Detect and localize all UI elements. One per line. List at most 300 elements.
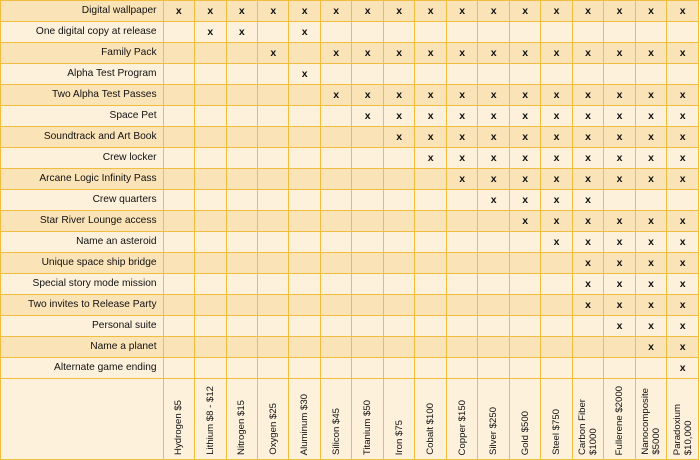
included-mark: x <box>352 1 383 22</box>
empty-cell <box>195 43 226 64</box>
tier-label: Aluminum $30 <box>299 393 311 455</box>
tier-label: Lithium $8 - $12 <box>204 386 216 455</box>
empty-cell <box>195 295 226 316</box>
table-row <box>1 148 699 169</box>
included-mark: x <box>604 316 635 337</box>
included-mark: x <box>667 148 699 169</box>
included-mark: x <box>667 211 699 232</box>
tier-header-cell <box>163 379 194 460</box>
empty-cell <box>509 232 540 253</box>
included-mark: x <box>446 148 477 169</box>
empty-cell <box>163 337 194 358</box>
empty-cell <box>289 232 320 253</box>
empty-cell <box>258 337 289 358</box>
included-mark: x <box>572 148 603 169</box>
included-mark: x <box>635 148 666 169</box>
included-mark: x <box>320 1 351 22</box>
feature-label: Soundtrack and Art Book <box>1 127 164 148</box>
tier-label: Paradoxium $10,000 <box>671 403 694 455</box>
included-mark: x <box>415 127 446 148</box>
empty-cell <box>415 232 446 253</box>
empty-cell <box>383 295 414 316</box>
feature-label: Star River Lounge access <box>1 211 164 232</box>
empty-cell <box>289 316 320 337</box>
included-mark: x <box>415 1 446 22</box>
included-mark: x <box>572 1 603 22</box>
empty-cell <box>383 232 414 253</box>
empty-cell <box>446 190 477 211</box>
empty-cell <box>320 169 351 190</box>
tier-header-cell <box>195 379 226 460</box>
included-mark: x <box>541 190 572 211</box>
empty-cell <box>320 295 351 316</box>
empty-cell <box>226 127 257 148</box>
included-mark: x <box>667 1 699 22</box>
empty-cell <box>258 253 289 274</box>
empty-cell <box>320 316 351 337</box>
included-mark: x <box>572 85 603 106</box>
empty-cell <box>383 64 414 85</box>
empty-cell <box>226 211 257 232</box>
included-mark: x <box>541 127 572 148</box>
empty-cell <box>258 85 289 106</box>
empty-cell <box>320 22 351 43</box>
included-mark: x <box>635 43 666 64</box>
empty-cell <box>572 337 603 358</box>
included-mark: x <box>541 211 572 232</box>
included-mark: x <box>635 232 666 253</box>
included-mark: x <box>509 85 540 106</box>
empty-cell <box>446 337 477 358</box>
empty-cell <box>163 253 194 274</box>
table-row <box>1 211 699 232</box>
empty-cell <box>163 211 194 232</box>
included-mark: x <box>572 43 603 64</box>
empty-cell <box>163 85 194 106</box>
tier-header-cell <box>604 379 635 460</box>
empty-cell <box>258 64 289 85</box>
empty-cell <box>163 190 194 211</box>
empty-cell <box>289 43 320 64</box>
included-mark: x <box>478 148 509 169</box>
table-row <box>1 295 699 316</box>
included-mark: x <box>383 43 414 64</box>
empty-cell <box>163 22 194 43</box>
included-mark: x <box>446 106 477 127</box>
empty-cell <box>383 358 414 379</box>
included-mark: x <box>509 1 540 22</box>
table-row <box>1 127 699 148</box>
empty-cell <box>415 190 446 211</box>
empty-cell <box>320 337 351 358</box>
included-mark: x <box>604 85 635 106</box>
included-mark: x <box>320 43 351 64</box>
empty-cell <box>509 64 540 85</box>
included-mark: x <box>258 1 289 22</box>
included-mark: x <box>604 106 635 127</box>
tier-label: Nanocomposite $5000 <box>640 388 663 455</box>
table-row <box>1 43 699 64</box>
table-row <box>1 358 699 379</box>
included-mark: x <box>509 211 540 232</box>
included-mark: x <box>635 253 666 274</box>
empty-cell <box>667 22 699 43</box>
tier-header-row <box>1 379 699 460</box>
tier-label: Silver $250 <box>488 407 500 455</box>
included-mark: x <box>604 127 635 148</box>
empty-cell <box>509 22 540 43</box>
included-mark: x <box>352 85 383 106</box>
table-row <box>1 1 699 22</box>
empty-cell <box>383 190 414 211</box>
tier-label: Nitrogen $15 <box>236 400 248 455</box>
empty-cell <box>226 190 257 211</box>
empty-cell <box>383 211 414 232</box>
empty-cell <box>163 64 194 85</box>
included-mark: x <box>352 106 383 127</box>
included-mark: x <box>446 85 477 106</box>
included-mark: x <box>478 1 509 22</box>
empty-cell <box>258 148 289 169</box>
included-mark: x <box>635 127 666 148</box>
included-mark: x <box>478 85 509 106</box>
empty-cell <box>163 43 194 64</box>
empty-cell <box>289 85 320 106</box>
empty-cell <box>572 64 603 85</box>
included-mark: x <box>667 106 699 127</box>
empty-cell <box>352 211 383 232</box>
empty-cell <box>478 211 509 232</box>
empty-cell <box>320 127 351 148</box>
header-corner <box>1 379 164 460</box>
empty-cell <box>415 274 446 295</box>
empty-cell <box>572 358 603 379</box>
included-mark: x <box>541 169 572 190</box>
empty-cell <box>635 190 666 211</box>
included-mark: x <box>289 1 320 22</box>
empty-cell <box>258 232 289 253</box>
empty-cell <box>226 316 257 337</box>
included-mark: x <box>572 211 603 232</box>
tier-header-cell <box>572 379 603 460</box>
table-row <box>1 85 699 106</box>
empty-cell <box>195 358 226 379</box>
empty-cell <box>195 211 226 232</box>
included-mark: x <box>572 253 603 274</box>
included-mark: x <box>383 127 414 148</box>
empty-cell <box>446 22 477 43</box>
empty-cell <box>258 358 289 379</box>
included-mark: x <box>446 43 477 64</box>
feature-label: Two Alpha Test Passes <box>1 85 164 106</box>
empty-cell <box>289 337 320 358</box>
included-mark: x <box>195 22 226 43</box>
included-mark: x <box>667 295 699 316</box>
tier-header-cell <box>258 379 289 460</box>
empty-cell <box>415 211 446 232</box>
tier-label: Silicon $45 <box>330 408 342 455</box>
included-mark: x <box>604 148 635 169</box>
empty-cell <box>446 211 477 232</box>
included-mark: x <box>478 106 509 127</box>
table-row <box>1 274 699 295</box>
empty-cell <box>604 337 635 358</box>
included-mark: x <box>635 169 666 190</box>
tier-label: Gold $500 <box>519 410 531 455</box>
empty-cell <box>258 169 289 190</box>
empty-cell <box>320 211 351 232</box>
empty-cell <box>258 274 289 295</box>
included-mark: x <box>163 1 194 22</box>
table-row <box>1 190 699 211</box>
included-mark: x <box>509 169 540 190</box>
empty-cell <box>226 64 257 85</box>
included-mark: x <box>541 43 572 64</box>
feature-label: Alpha Test Program <box>1 64 164 85</box>
empty-cell <box>163 274 194 295</box>
empty-cell <box>163 232 194 253</box>
feature-label: Crew locker <box>1 148 164 169</box>
included-mark: x <box>509 148 540 169</box>
empty-cell <box>635 64 666 85</box>
tier-header-cell <box>226 379 257 460</box>
tier-header-cell <box>383 379 414 460</box>
feature-label: Unique space ship bridge <box>1 253 164 274</box>
included-mark: x <box>383 106 414 127</box>
empty-cell <box>352 316 383 337</box>
feature-label: Arcane Logic Infinity Pass <box>1 169 164 190</box>
tier-label: Steel $750 <box>551 409 563 455</box>
included-mark: x <box>667 232 699 253</box>
empty-cell <box>226 106 257 127</box>
included-mark: x <box>604 211 635 232</box>
feature-label: Special story mode mission <box>1 274 164 295</box>
included-mark: x <box>320 85 351 106</box>
empty-cell <box>226 358 257 379</box>
empty-cell <box>163 358 194 379</box>
included-mark: x <box>604 1 635 22</box>
empty-cell <box>478 64 509 85</box>
empty-cell <box>541 253 572 274</box>
included-mark: x <box>667 43 699 64</box>
empty-cell <box>383 22 414 43</box>
included-mark: x <box>572 232 603 253</box>
empty-cell <box>195 316 226 337</box>
included-mark: x <box>604 169 635 190</box>
empty-cell <box>352 337 383 358</box>
included-mark: x <box>635 316 666 337</box>
empty-cell <box>320 358 351 379</box>
empty-cell <box>415 64 446 85</box>
empty-cell <box>226 253 257 274</box>
empty-cell <box>352 232 383 253</box>
empty-cell <box>509 358 540 379</box>
empty-cell <box>352 253 383 274</box>
empty-cell <box>258 211 289 232</box>
included-mark: x <box>541 232 572 253</box>
included-mark: x <box>667 127 699 148</box>
empty-cell <box>415 337 446 358</box>
empty-cell <box>195 190 226 211</box>
empty-cell <box>258 316 289 337</box>
included-mark: x <box>572 127 603 148</box>
empty-cell <box>415 316 446 337</box>
empty-cell <box>226 274 257 295</box>
empty-cell <box>226 43 257 64</box>
included-mark: x <box>415 85 446 106</box>
included-mark: x <box>572 190 603 211</box>
tier-label: Hydrogen $5 <box>173 400 185 455</box>
included-mark: x <box>604 295 635 316</box>
empty-cell <box>258 106 289 127</box>
empty-cell <box>415 169 446 190</box>
included-mark: x <box>667 274 699 295</box>
empty-cell <box>352 148 383 169</box>
included-mark: x <box>635 106 666 127</box>
empty-cell <box>415 295 446 316</box>
empty-cell <box>258 127 289 148</box>
tier-header-cell <box>289 379 320 460</box>
tier-header-cell <box>509 379 540 460</box>
empty-cell <box>509 295 540 316</box>
table-row <box>1 232 699 253</box>
empty-cell <box>226 232 257 253</box>
empty-cell <box>289 148 320 169</box>
empty-cell <box>352 190 383 211</box>
empty-cell <box>289 211 320 232</box>
empty-cell <box>446 295 477 316</box>
tier-label: Titanium $50 <box>362 399 374 455</box>
tier-header-cell <box>352 379 383 460</box>
included-mark: x <box>509 190 540 211</box>
feature-label: Two invites to Release Party <box>1 295 164 316</box>
included-mark: x <box>226 22 257 43</box>
included-mark: x <box>415 43 446 64</box>
empty-cell <box>604 22 635 43</box>
empty-cell <box>289 106 320 127</box>
empty-cell <box>163 127 194 148</box>
table-row <box>1 316 699 337</box>
empty-cell <box>163 106 194 127</box>
included-mark: x <box>195 1 226 22</box>
table-row <box>1 253 699 274</box>
feature-label: Alternate game ending <box>1 358 164 379</box>
included-mark: x <box>604 43 635 64</box>
empty-cell <box>509 337 540 358</box>
empty-cell <box>289 295 320 316</box>
included-mark: x <box>635 211 666 232</box>
empty-cell <box>541 358 572 379</box>
included-mark: x <box>604 274 635 295</box>
empty-cell <box>226 337 257 358</box>
included-mark: x <box>383 85 414 106</box>
empty-cell <box>509 316 540 337</box>
empty-cell <box>226 148 257 169</box>
empty-cell <box>541 22 572 43</box>
empty-cell <box>604 190 635 211</box>
included-mark: x <box>478 127 509 148</box>
included-mark: x <box>383 1 414 22</box>
empty-cell <box>195 253 226 274</box>
empty-cell <box>163 169 194 190</box>
tier-header-cell <box>320 379 351 460</box>
empty-cell <box>226 169 257 190</box>
included-mark: x <box>509 43 540 64</box>
empty-cell <box>541 295 572 316</box>
feature-label: Digital wallpaper <box>1 1 164 22</box>
empty-cell <box>195 106 226 127</box>
tier-header-cell <box>667 379 699 460</box>
feature-label: One digital copy at release <box>1 22 164 43</box>
empty-cell <box>478 232 509 253</box>
empty-cell <box>446 232 477 253</box>
tier-label: Cobalt $100 <box>425 403 437 455</box>
included-mark: x <box>541 106 572 127</box>
tier-header-cell <box>635 379 666 460</box>
empty-cell <box>258 295 289 316</box>
included-mark: x <box>478 190 509 211</box>
included-mark: x <box>541 148 572 169</box>
empty-cell <box>289 358 320 379</box>
empty-cell <box>289 127 320 148</box>
empty-cell <box>635 358 666 379</box>
empty-cell <box>478 358 509 379</box>
empty-cell <box>352 295 383 316</box>
empty-cell <box>478 22 509 43</box>
tier-header-cell <box>415 379 446 460</box>
included-mark: x <box>541 1 572 22</box>
empty-cell <box>509 274 540 295</box>
empty-cell <box>446 253 477 274</box>
empty-cell <box>195 337 226 358</box>
included-mark: x <box>667 253 699 274</box>
table-row <box>1 64 699 85</box>
feature-label: Name a planet <box>1 337 164 358</box>
empty-cell <box>163 148 194 169</box>
included-mark: x <box>509 127 540 148</box>
empty-cell <box>509 253 540 274</box>
empty-cell <box>352 274 383 295</box>
empty-cell <box>572 316 603 337</box>
included-mark: x <box>635 1 666 22</box>
empty-cell <box>163 295 194 316</box>
empty-cell <box>352 22 383 43</box>
table-row <box>1 337 699 358</box>
empty-cell <box>541 337 572 358</box>
table-body <box>1 1 699 460</box>
empty-cell <box>352 358 383 379</box>
included-mark: x <box>667 358 699 379</box>
empty-cell <box>383 274 414 295</box>
empty-cell <box>195 148 226 169</box>
tier-label: Copper $150 <box>456 399 468 455</box>
empty-cell <box>195 85 226 106</box>
included-mark: x <box>226 1 257 22</box>
tier-label: Carbon Fiber $1000 <box>577 399 600 455</box>
empty-cell <box>320 253 351 274</box>
empty-cell <box>289 169 320 190</box>
empty-cell <box>352 64 383 85</box>
included-mark: x <box>572 295 603 316</box>
included-mark: x <box>667 169 699 190</box>
empty-cell <box>195 64 226 85</box>
included-mark: x <box>604 232 635 253</box>
included-mark: x <box>415 148 446 169</box>
empty-cell <box>478 253 509 274</box>
empty-cell <box>415 22 446 43</box>
empty-cell <box>195 232 226 253</box>
included-mark: x <box>478 43 509 64</box>
